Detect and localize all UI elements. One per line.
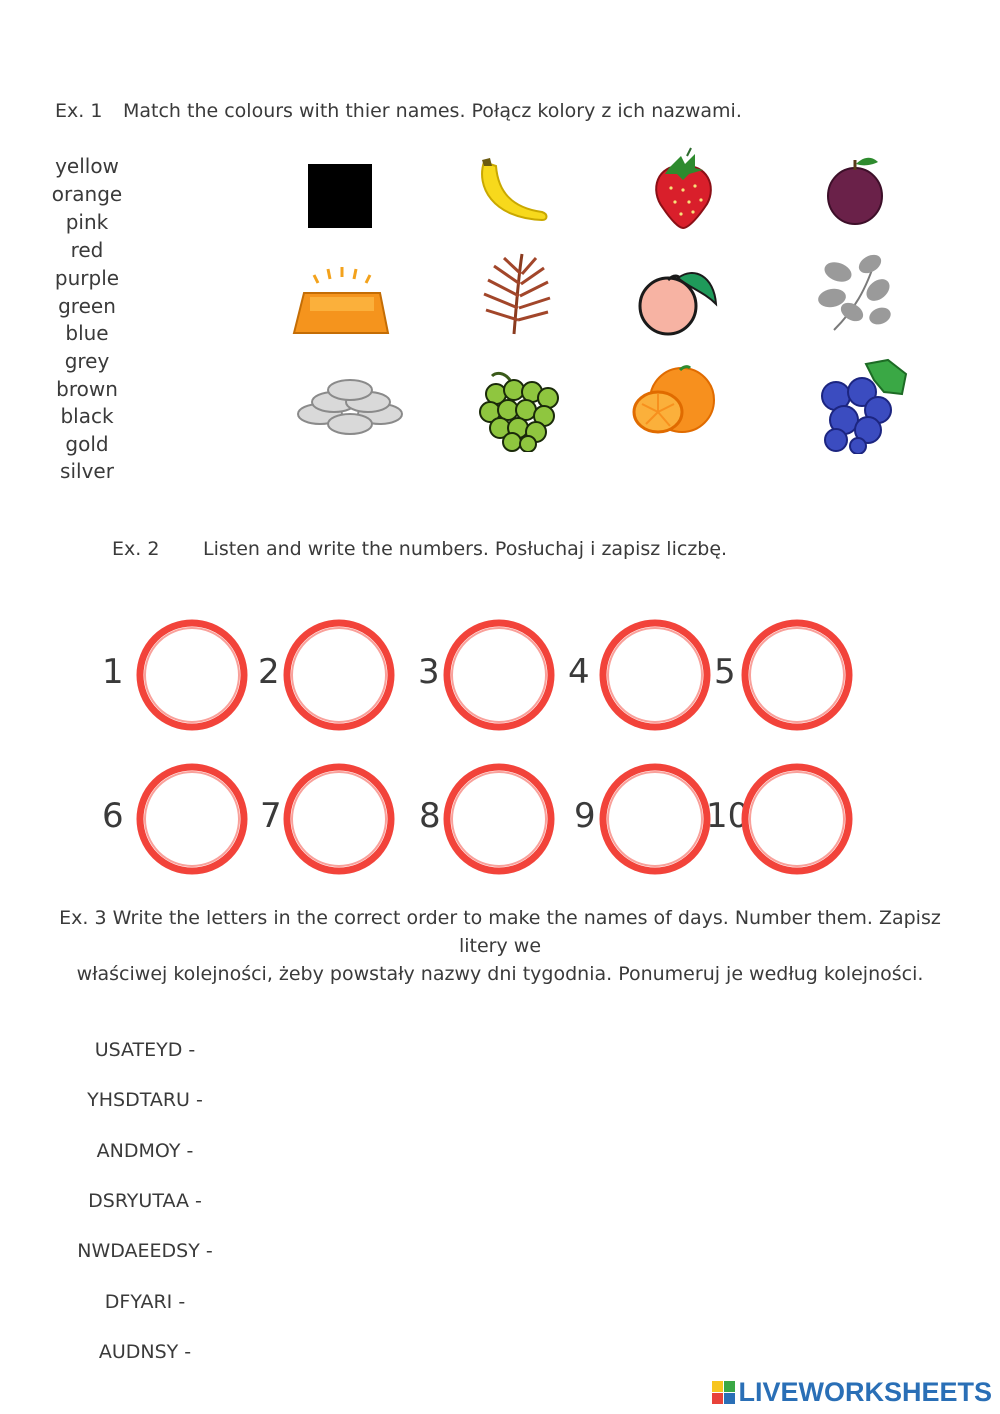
answer-ring[interactable] bbox=[440, 760, 558, 878]
number-label: 5 bbox=[714, 652, 736, 692]
silver-coins-picture[interactable] bbox=[292, 376, 408, 440]
answer-ring[interactable] bbox=[596, 616, 714, 734]
peach-picture[interactable] bbox=[634, 268, 720, 338]
colour-word[interactable]: blue bbox=[65, 321, 109, 345]
logo-mark-icon bbox=[712, 1381, 736, 1405]
colour-word[interactable]: silver bbox=[60, 459, 114, 483]
answer-ring[interactable] bbox=[440, 616, 558, 734]
strawberry-picture[interactable] bbox=[645, 146, 721, 232]
colour-word[interactable]: red bbox=[70, 238, 104, 262]
answer-ring[interactable] bbox=[280, 616, 398, 734]
green-grapes-picture[interactable] bbox=[474, 368, 562, 452]
blueberries-picture[interactable] bbox=[814, 358, 910, 454]
number-label: 3 bbox=[418, 652, 440, 692]
number-label: 2 bbox=[258, 652, 280, 692]
colour-word[interactable]: green bbox=[58, 294, 116, 318]
ex3-instruction-line2: właściwej kolejności, żeby powstały nazwy dni tygodnia. Ponumeruj je według kolejności. bbox=[76, 963, 924, 985]
colour-word[interactable]: grey bbox=[64, 349, 110, 373]
number-label: 8 bbox=[419, 796, 441, 836]
answer-ring[interactable] bbox=[596, 760, 714, 878]
answer-ring[interactable] bbox=[280, 760, 398, 878]
scrambled-day: USATEYD - bbox=[94, 1039, 196, 1061]
scrambled-day: AUDNSY - bbox=[98, 1341, 192, 1363]
number-label: 1 bbox=[102, 652, 124, 692]
scrambled-day: DSRYUTAA - bbox=[88, 1190, 202, 1212]
gold-bar-picture[interactable] bbox=[288, 265, 392, 339]
number-label: 7 bbox=[260, 796, 282, 836]
ex2-instruction: Listen and write the numbers. Posłuchaj i zapisz liczbę. bbox=[203, 538, 728, 560]
colour-word[interactable]: orange bbox=[51, 182, 123, 206]
scrambled-day: ANDMOY - bbox=[96, 1140, 194, 1162]
scrambled-day: DFYARI - bbox=[104, 1291, 186, 1313]
ex3-instruction-line1: Ex. 3 Write the letters in the correct order to make the names of days. Number them. Zapisz litery we bbox=[59, 907, 941, 957]
plum-picture[interactable] bbox=[822, 152, 888, 230]
liveworksheets-logo[interactable] bbox=[712, 1377, 992, 1408]
scrambled-day: NWDAEEDSY - bbox=[77, 1240, 213, 1262]
number-label: 4 bbox=[568, 652, 590, 692]
brown-leaf-picture[interactable] bbox=[474, 250, 554, 338]
answer-ring[interactable] bbox=[133, 760, 251, 878]
ex3-instruction bbox=[40, 904, 960, 988]
orange-picture[interactable] bbox=[632, 364, 720, 440]
black-square-picture[interactable] bbox=[300, 158, 380, 234]
ex2-label: Ex. 2 bbox=[112, 538, 160, 560]
banana-picture[interactable] bbox=[470, 152, 554, 232]
answer-ring[interactable] bbox=[738, 760, 856, 878]
ex1-label: Ex. 1 bbox=[55, 100, 103, 122]
grey-leaves-picture[interactable] bbox=[814, 250, 896, 336]
ex1-instruction: Match the colours with thier names. Połącz kolory z ich nazwami. bbox=[123, 100, 742, 122]
number-label: 9 bbox=[574, 796, 596, 836]
colour-word[interactable]: black bbox=[60, 404, 114, 428]
answer-ring[interactable] bbox=[133, 616, 251, 734]
colour-word[interactable]: purple bbox=[54, 266, 120, 290]
colour-word[interactable]: gold bbox=[65, 432, 109, 456]
answer-ring[interactable] bbox=[738, 616, 856, 734]
scrambled-day: YHSDTARU - bbox=[87, 1089, 203, 1111]
colour-word[interactable]: pink bbox=[65, 210, 109, 234]
colour-word[interactable]: brown bbox=[56, 377, 118, 401]
number-label: 10 bbox=[706, 796, 750, 836]
colour-word[interactable]: yellow bbox=[55, 154, 119, 178]
logo-text: LIVEWORKSHEETS bbox=[738, 1377, 992, 1407]
number-label: 6 bbox=[102, 796, 124, 836]
